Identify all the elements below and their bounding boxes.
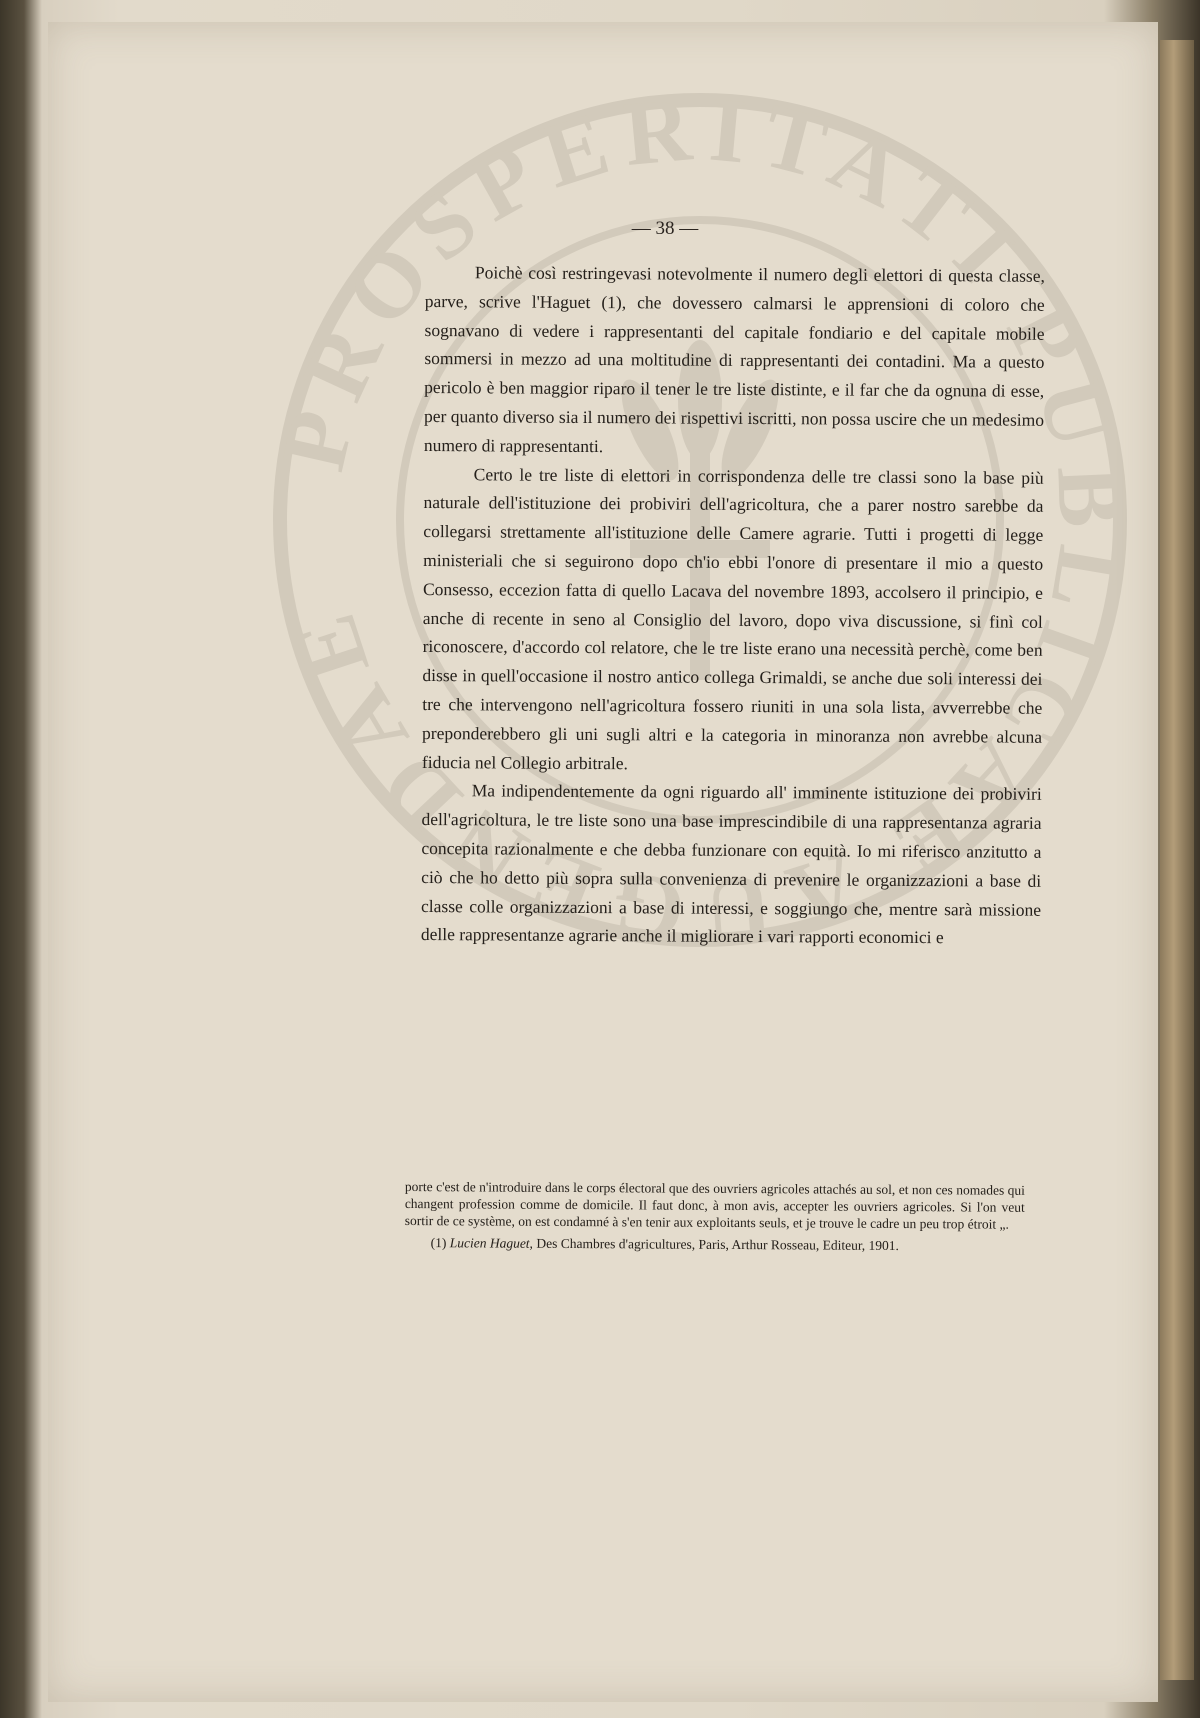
footnotes bbox=[405, 1178, 1025, 1255]
footnote-citation: Des Chambres d'agricultures, Paris, Arthur Rosseau, Editeur, 1901. bbox=[536, 1235, 899, 1253]
footnote-marker: (1) bbox=[430, 1234, 447, 1250]
next-page-edge bbox=[1160, 40, 1194, 1680]
footnote-author: Lucien Haguet, bbox=[449, 1234, 534, 1251]
paragraph: Poichè così restringevasi notevolmente il numero degli elettori di questa classe, parve, scrive l'Haguet (1), che dovessero calmarsi le apprensioni di coloro che sognavano di vedere i rappresentanti del capitale fondiario e del capitale mobile sommersi in mezzo ad una moltitudine di rappresentanti dei contadini. Ma a questo pericolo è ben maggior riparo il tener le tre liste distinte, e il far che da ognuna di esse, per quanto diverso sia il numero dei rispettivi iscritti, non possa uscire che un medesimo numero di rappresentanti. bbox=[423, 262, 1045, 456]
main-text bbox=[421, 258, 1045, 953]
footnote-continuation: porte c'est de n'introduire dans le corps électoral que des ouvriers agricoles attachés au sol, et non ces nomades qui changent profession comme de domicile. Il faut donc, à mon avis, accepter les ouvriers agricoles. Si l'on veut sortir de ce système, on est condamné à s'en tenir aux exploitants seuls, et je trouve le cadre un peu trop étroit „. bbox=[404, 1179, 1025, 1233]
page-number: — 38 — bbox=[631, 218, 699, 239]
paragraph: Ma indipendentemente da ogni riguardo all' imminente istituzione dei probiviri dell'agricoltura, le tre liste sono una base imprescindibile di una rappresentanza agraria concepita razionalmente e che debba funzionare con equità. Io mi riferisco anzitutto a ciò che ho detto più sopra sulla convenienza di prevenire le organizzazioni a base di classe colle organizzazioni a base di interessi, e soggiungo che, mentre sarà missione delle rappresentanze agrarie anche il migliorare i vari rapporti economici e bbox=[420, 780, 1042, 948]
paragraph: Certo le tre liste di elettori in corrispondenza delle tre classi sono la base più naturale dell'istituzione dei probiviri dell'agricoltura, che a parer nostro sarebbe da collegarsi strettamente all'istituzione delle Camere agrarie. Tutti i progetti di legge ministeriali che si seguirono dopo ch'io ebbi l'onore di presentare il mio a questo Consesso, eccezion fatta di quello Lacava del novembre 1893, accolsero il principio, e anche di recente in seno al Consiglio del lavoro, dopo viva discussione, si finì col riconoscere, d'accordo col relatore, che le tre liste erano una necessità perchè, come ben disse in quell'occasione il nostro antico collega Grimaldi, se anche due soli interessi dei tre che intervengono nell'agricoltura fossero riuniti in una sola lista, avverrebbe che preponderebbero gli uni sugli altri e la categoria in minoranza non avrebbe alcuna fiducia nel Collegio arbitrale. bbox=[421, 463, 1044, 773]
